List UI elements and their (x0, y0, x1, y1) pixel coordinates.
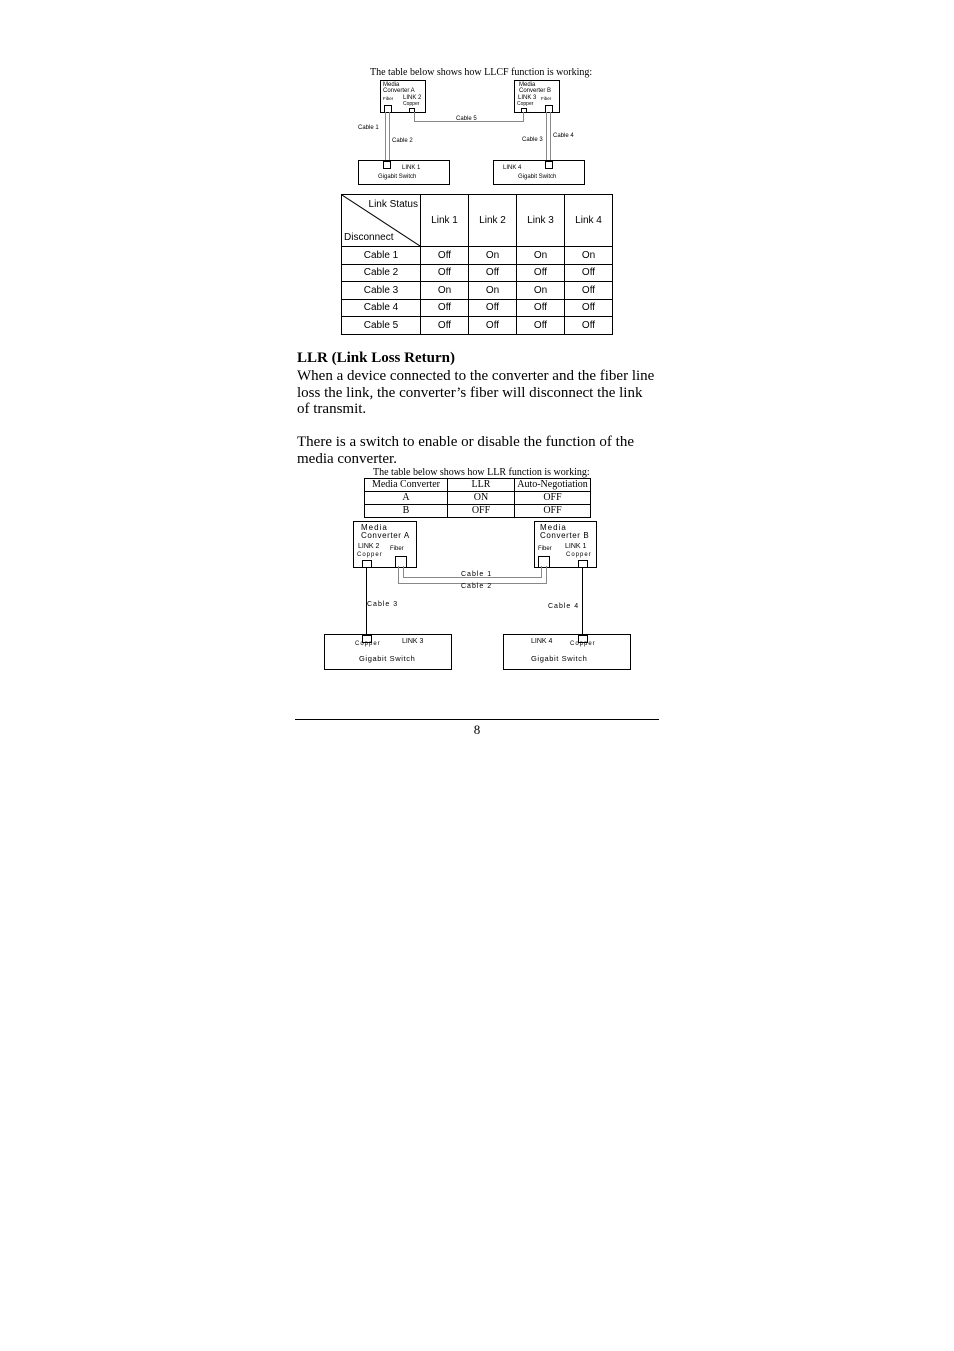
cell: On (565, 247, 613, 265)
llcf-cable3-label: Cable 3 (522, 137, 543, 143)
row-label: Cable 4 (342, 299, 421, 317)
llcf-converter-a-subtitle: Converter A (383, 88, 415, 94)
llcf-converter-a-link: LINK 2 (403, 95, 422, 101)
page-number: 8 (473, 722, 481, 737)
table-header-row (365, 479, 591, 492)
llcf-switch-left-port (383, 161, 391, 169)
llcf-switch-left-link: LINK 1 (402, 165, 421, 171)
row-label: Cable 1 (342, 247, 421, 265)
llcf-col-header: Link 1 (421, 195, 469, 247)
llcf-col-header: Link 4 (565, 195, 613, 247)
footer-rule (295, 719, 659, 720)
llcf-col-header: Link 2 (469, 195, 517, 247)
llr-converter-a (353, 521, 417, 568)
cell: Off (565, 282, 613, 300)
cell: Off (421, 247, 469, 265)
llcf-converter-a (380, 80, 426, 113)
cell: Off (421, 299, 469, 317)
cell: B (365, 505, 448, 518)
cell: Off (565, 317, 613, 335)
llcf-converter-b-subtitle: Converter B (519, 88, 552, 94)
table-row (342, 282, 613, 300)
row-label: Cable 2 (342, 264, 421, 282)
row-label: Cable 5 (342, 317, 421, 335)
cell: On (517, 282, 565, 300)
llcf-table-corner (342, 195, 421, 247)
llr-cable3-label: Cable 3 (367, 601, 399, 608)
cell: Off (517, 317, 565, 335)
llcf-converter-a-copper-label: Copper (403, 101, 420, 107)
llcf-col-header: Link 3 (517, 195, 565, 247)
llr-cable2-label: Cable 2 (461, 583, 493, 590)
cell: Off (565, 264, 613, 282)
cell: Off (517, 264, 565, 282)
cell: Off (469, 299, 517, 317)
cell: Off (517, 299, 565, 317)
llcf-converter-a-title: Media (383, 82, 400, 88)
llcf-cable4-label: Cable 4 (553, 133, 574, 139)
llr-switch-left-link: LINK 3 (402, 638, 424, 645)
llcf-cable1-label: Cable 1 (358, 125, 379, 131)
llcf-converter-b-link: LINK 3 (518, 95, 537, 101)
llr-converter-b-copper-port (578, 560, 588, 568)
llr-converter-a-link: LINK 2 (358, 543, 380, 550)
llcf-converter-b-title: Media (519, 82, 536, 88)
table-row (342, 317, 613, 335)
cell: Off (565, 299, 613, 317)
llcf-corner-top: Link Status (368, 199, 418, 210)
llr-converter-a-title: Media (361, 523, 388, 532)
llr-converter-b-copper-label: Copper (566, 552, 592, 558)
llr-converter-b (534, 521, 597, 568)
table-row (342, 264, 613, 282)
llr-switch-right (503, 634, 631, 670)
llr-converter-b-subtitle: Converter B (540, 531, 590, 540)
llcf-caption: The table below shows how LLCF function is working: (370, 67, 593, 78)
llr-converter-b-link: LINK 1 (565, 543, 587, 550)
llcf-switch-right-name: Gigabit Switch (518, 174, 557, 180)
cell: On (517, 247, 565, 265)
llcf-switch-left (358, 160, 450, 185)
cell: OFF (515, 492, 591, 505)
llcf-converter-b (514, 80, 560, 113)
llcf-converter-b-fiber-label: Fiber (541, 96, 552, 101)
llr-converter-a-fiber-port (395, 556, 407, 568)
llcf-table (341, 194, 613, 335)
cell: Off (421, 264, 469, 282)
table-row (342, 247, 613, 265)
cell: OFF (448, 505, 515, 518)
llr-paragraph-1: When a device connected to the converter and the fiber line loss the link, the converter’s fiber will disconnect the link of transmit. (297, 368, 655, 417)
llr-switch-right-link: LINK 4 (531, 638, 553, 645)
llr-converter-b-title: Media (540, 523, 567, 532)
llr-cable4-label: Cable 4 (548, 603, 580, 610)
cell: On (469, 282, 517, 300)
cell: Off (421, 317, 469, 335)
table-row (342, 299, 613, 317)
llr-switch-right-name: Gigabit Switch (531, 654, 588, 663)
llcf-converter-b-copper-label: Copper (517, 101, 534, 107)
llr-heading: LLR (Link Loss Return) (297, 350, 455, 366)
llcf-switch-right-link: LINK 4 (503, 165, 522, 171)
row-label: Cable 3 (342, 282, 421, 300)
llr-switch-left-name: Gigabit Switch (359, 654, 416, 663)
llr-converter-b-fiber-label: Fiber (538, 546, 552, 552)
llr-cable1-label: Cable 1 (461, 571, 493, 578)
cell: Off (469, 264, 517, 282)
cell: OFF (515, 505, 591, 518)
llr-converter-a-copper-port (362, 560, 372, 568)
llr-col-header: Auto-Negotiation (515, 479, 591, 492)
llcf-converter-a-fiber-label: Fiber (383, 96, 394, 101)
llcf-cable2-label: Cable 2 (392, 138, 413, 144)
cell: A (365, 492, 448, 505)
llr-caption: The table below shows how LLR function is working: (373, 467, 590, 478)
llr-col-header: Media Converter (365, 479, 448, 492)
llr-table (364, 478, 591, 518)
llcf-cable5-label: Cable 5 (456, 116, 477, 122)
llr-converter-a-fiber-label: Fiber (390, 546, 404, 552)
cell: On (469, 247, 517, 265)
table-row (365, 492, 591, 505)
table-row (365, 505, 591, 518)
cell: Off (469, 317, 517, 335)
llcf-switch-right-port (545, 161, 553, 169)
llcf-switch-right (493, 160, 585, 185)
cell: ON (448, 492, 515, 505)
cell: On (421, 282, 469, 300)
llcf-converter-b-copper-port (521, 108, 527, 113)
llr-paragraph-2: There is a switch to enable or disable the function of the media converter. (297, 434, 634, 467)
llr-converter-a-subtitle: Converter A (361, 531, 410, 540)
llr-switch-right-copper: Copper (570, 641, 596, 647)
llr-switch-left (324, 634, 452, 670)
llcf-corner-bottom: Disconnect (344, 232, 394, 243)
llr-converter-a-copper-label: Copper (357, 552, 383, 558)
llcf-switch-left-name: Gigabit Switch (378, 174, 417, 180)
llr-col-header: LLR (448, 479, 515, 492)
llr-switch-left-copper: Copper (355, 641, 381, 647)
llr-converter-b-fiber-port (538, 556, 550, 568)
